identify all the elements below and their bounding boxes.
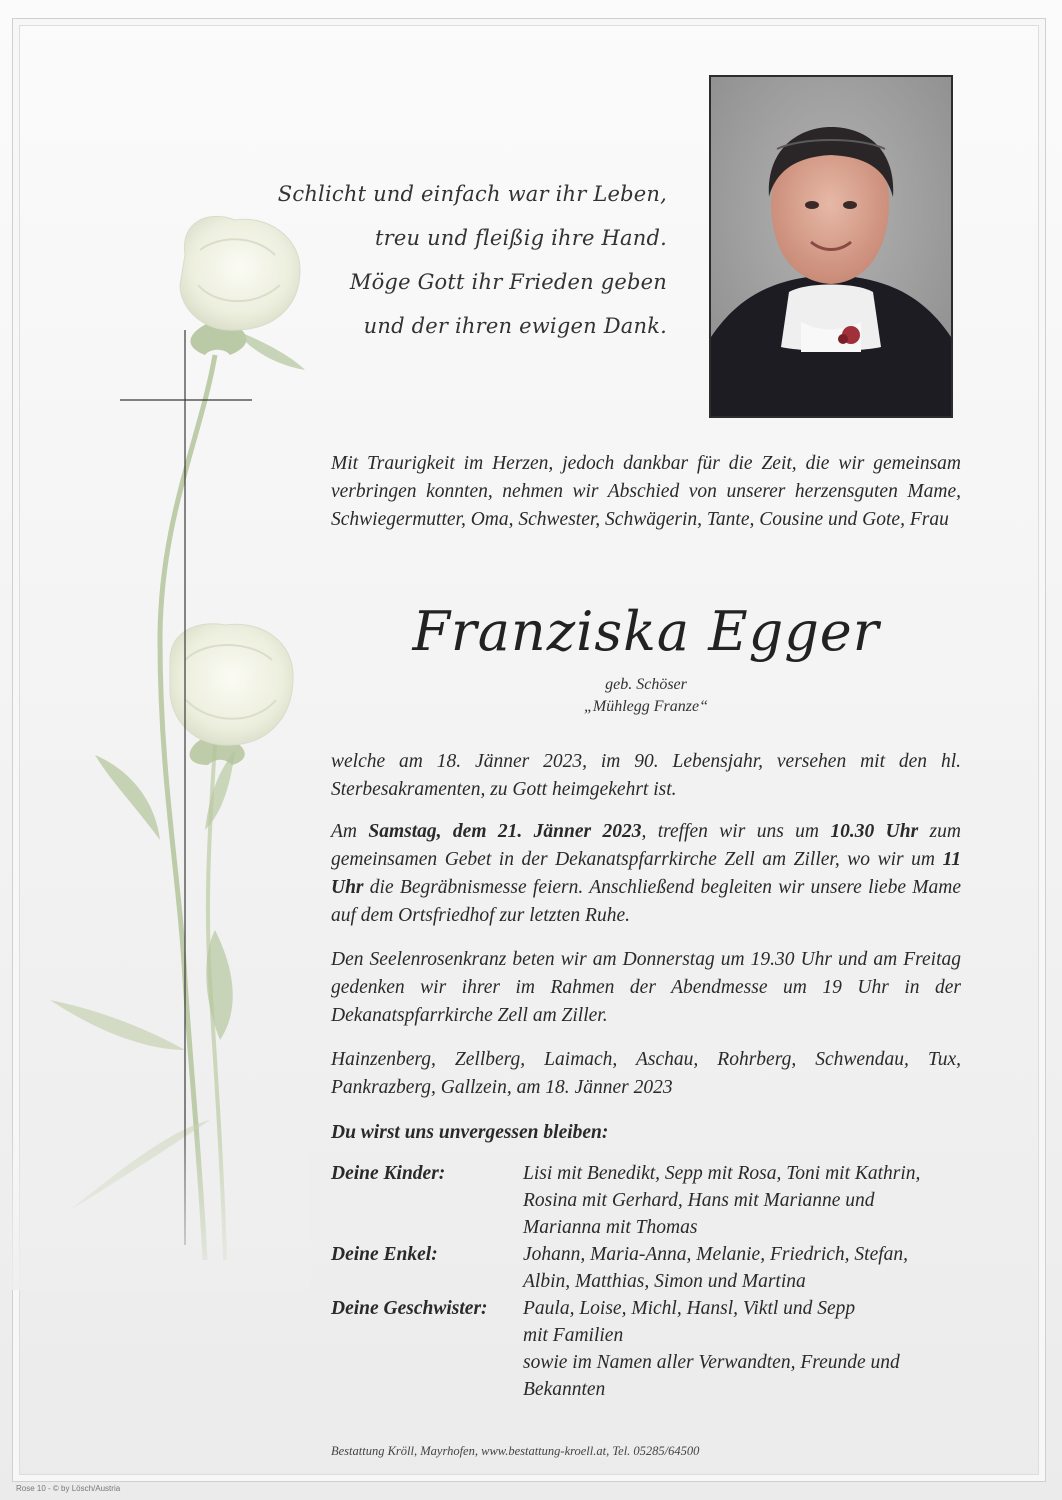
nickname: „Mühlegg Franze“	[584, 698, 708, 715]
family-line: sowie im Namen aller Verwandten, Freunde und	[523, 1352, 900, 1373]
death-notice: welche am 18. Jänner 2023, im 90. Lebensjahr, versehen mit den hl. Sterbesakramenten, zu Gott heimgekehrt ist.	[331, 751, 961, 800]
poem-line: Schlicht und einfach war ihr Leben,	[277, 182, 667, 206]
family-line: Marianna mit Thomas	[523, 1217, 698, 1238]
family-line: Johann, Maria-Anna, Melanie, Friedrich, Stefan,	[523, 1244, 909, 1265]
funeral-home-footer: Bestattung Kröll, Mayrhofen, www.bestattung-kroell.at, Tel. 05285/64500	[331, 1444, 700, 1458]
family-line: Lisi mit Benedikt, Sepp mit Rosa, Toni mit Kathrin,	[523, 1163, 921, 1184]
maiden-name: geb. Schöser	[605, 676, 687, 693]
family-line: Bekannten	[523, 1379, 606, 1400]
funeral-day: Samstag, dem 21. Jänner 2023	[368, 821, 642, 842]
portrait-photo	[709, 75, 953, 418]
intro-text: Mit Traurigkeit im Herzen, jedoch dankbar für die Zeit, die wir gemeinsam verbringen konnten, nehmen wir Abschied von unserer herzensguten Mame, Schwiegermutter, Oma, Schwester, Schwägerin, Tante, Cousine und Gote, Frau	[331, 453, 961, 530]
family-row	[331, 1160, 961, 1241]
prayer-time: 10.30 Uhr	[830, 821, 919, 842]
poem-line: treu und fleißig ihre Hand.	[374, 226, 667, 250]
family-label: Deine Enkel:	[331, 1244, 438, 1265]
family-row	[331, 1241, 961, 1295]
deceased-name: Franziska Egger	[412, 600, 880, 663]
remember-heading: Du wirst uns unvergessen bleiben:	[331, 1122, 609, 1143]
family-line: mit Familien	[523, 1325, 624, 1346]
funeral-details: Am Samstag, dem 21. Jänner 2023, treffen wir uns um 10.30 Uhr zum gemeinsamen Gebet in der Dekanatspfarrkirche Zell am Ziller, wo wir um 11 Uhr die Begräbnismesse feiern. Anschließend begleiten wir unsere liebe Mame auf dem Ortsfriedhof zur letzten Ruhe.	[331, 821, 961, 926]
copyright-note: Rose 10 - © by Lösch/Austria	[16, 1484, 121, 1493]
poem-line: Möge Gott ihr Frieden geben	[349, 270, 667, 294]
family-label: Deine Geschwister:	[331, 1298, 488, 1319]
family-line: Albin, Matthias, Simon und Martina	[523, 1271, 806, 1292]
rose-cross-artwork	[10, 180, 310, 1290]
memorial-poem	[278, 172, 667, 348]
family-line: Paula, Loise, Michl, Hansl, Viktl und Sepp	[523, 1298, 856, 1319]
places-date: Hainzenberg, Zellberg, Laimach, Aschau, Rohrberg, Schwendau, Tux, Pankrazberg, Gallzein, am 18. Jänner 2023	[331, 1049, 961, 1098]
family-label: Deine Kinder:	[331, 1163, 446, 1184]
family-line: Rosina mit Gerhard, Hans mit Marianne und	[523, 1190, 875, 1211]
family-row	[331, 1295, 961, 1403]
mass-time: 11 Uhr	[331, 849, 961, 898]
family-list	[331, 1160, 961, 1403]
poem-line: und der ihren ewigen Dank.	[363, 314, 667, 338]
rosary-notice: Den Seelenrosenkranz beten wir am Donnerstag um 19.30 Uhr und am Freitag gedenken wir ihrer im Rahmen der Abendmesse um 19 Uhr in der Dekanatspfarrkirche Zell am Ziller.	[331, 949, 961, 1026]
